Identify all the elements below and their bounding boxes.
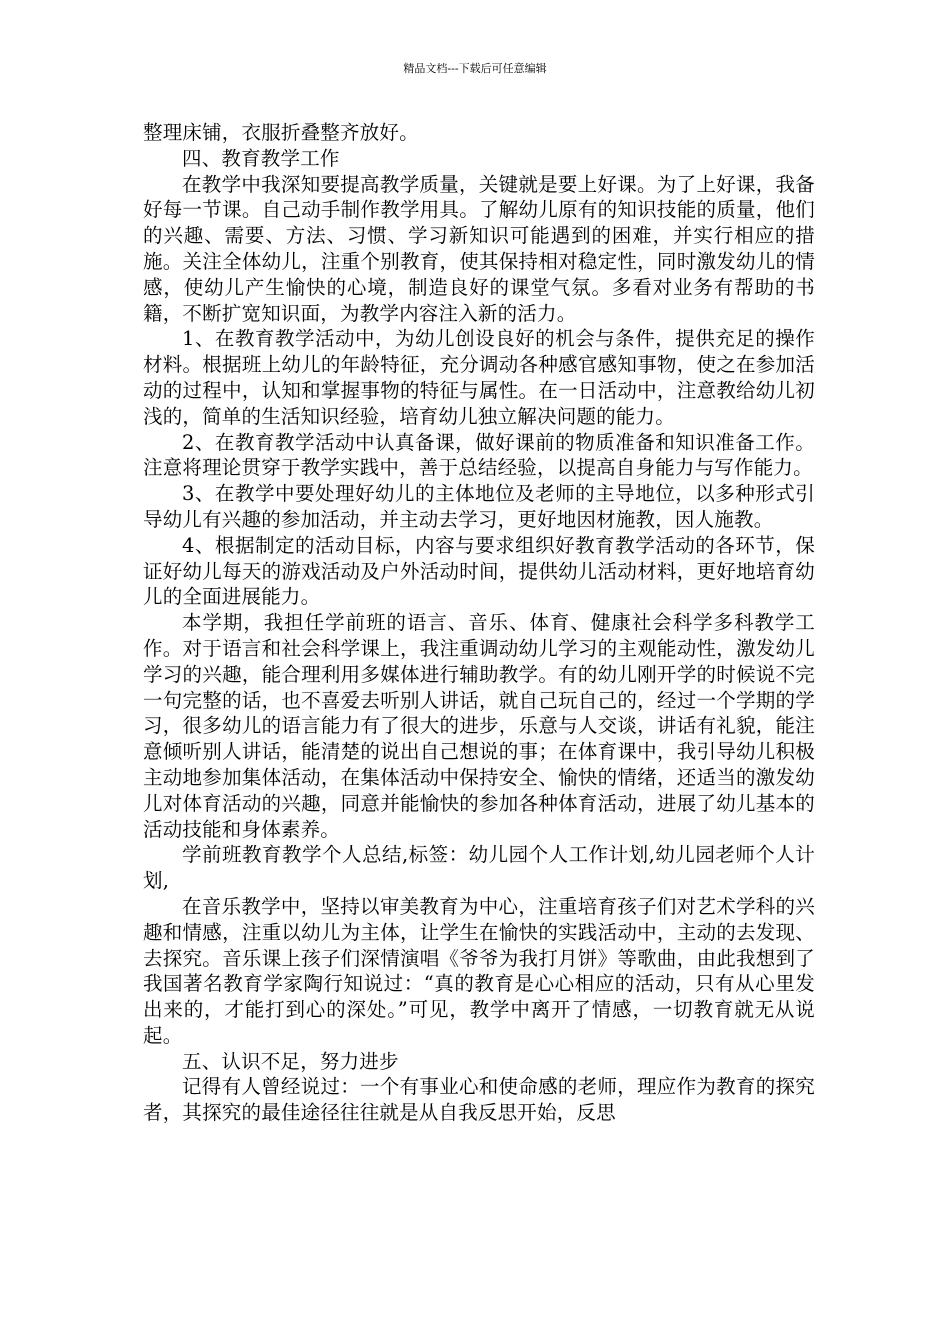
paragraph-item-2: 2、在教育教学活动中认真备课，做好课前的物质准备和知识准备工作。注意将理论贯穿于教学实践中，善于总结经验，以提高自身能力与写作能力。: [143, 430, 815, 480]
paragraph-reflection: 记得有人曾经说过：一个有事业心和使命感的老师，理应作为教育的探究者，其探究的最佳途径往往就是从自我反思开始，反思: [143, 1075, 815, 1125]
document-body: [143, 120, 815, 1126]
paragraph-item-4: 4、根据制定的活动目标，内容与要求组织好教育教学活动的各环节，保证好幼儿每天的游戏活动及户外活动时间，提供幼儿活动材料，更好地培育幼儿的全面进展能力。: [143, 533, 815, 609]
section-heading-shortcomings: 五、认识不足，努力进步: [182, 1049, 399, 1073]
paragraph-music-teaching: 在音乐教学中，坚持以审美教育为中心，注重培育孩子们对艺术学科的兴趣和情感，注重以幼儿为主体，让学生在愉快的实践活动中，主动的去发现、去探究。音乐课上孩子们深情演唱《爷爷为我打月饼》等歌曲，由此我想到了我国著名教育学家陶行知说过：“真的教育是心心相应的活动，只有从心里发出来的，才能打到心的深处。”可见，教学中离开了情感，一切教育就无从说起。: [143, 894, 815, 1047]
paragraph-continuation: 整理床铺，衣服折叠整齐放好。: [143, 121, 419, 144]
paragraph-item-1: 1、在教育教学活动中，为幼儿创设良好的机会与条件，提供充足的操作材料。根据班上幼儿的年龄特征，充分调动各种感官感知事物，使之在参加活动的过程中，认知和掌握事物的特征与属性。在一日活动中，注意教给幼儿初浅的，简单的生活知识经验，培育幼儿独立解决问题的能力。: [143, 327, 815, 428]
paragraph-item-3: 3、在教学中要处理好幼儿的主体地位及老师的主导地位，以多种形式引导幼儿有兴趣的参加活动，并主动去学习，更好地因材施教，因人施教。: [143, 482, 815, 531]
paragraph-tags: 学前班教育教学个人总结,标签：幼儿园个人工作计划,幼儿园老师个人计划,: [143, 843, 815, 893]
section-heading-teaching-work: 四、教育教学工作: [182, 146, 340, 170]
page-header: 精品文档---下载后可任意编辑: [403, 62, 547, 75]
paragraph-semester-subjects: 本学期，我担任学前班的语言、音乐、体育、健康社会科学多科教学工作。对于语言和社会科学课上，我注重调动幼儿学习的主观能动性，激发幼儿学习的兴趣，能合理利用多媒体进行辅助教学。有的幼儿刚开学的时候说不完一句完整的话，也不喜爱去听别人讲话，就自己玩自己的，经过一个学期的学习，很多幼儿的语言能力有了很大的进步，乐意与人交谈，讲话有礼貌，能注意倾听别人讲话，能清楚的说出自己想说的事；在体育课中，我引导幼儿积极主动地参加集体活动，在集体活动中保持安全、愉快的情绪，还适当的激发幼儿对体育活动的兴趣，同意并能愉快的参加各种体育活动，进展了幼儿基本的活动技能和身体素养。: [143, 611, 815, 841]
paragraph-teaching-quality: 在教学中我深知要提高教学质量，关键就是要上好课。为了上好课，我备好每一节课。自己动手制作教学用具。了解幼儿原有的知识技能的质量，他们的兴趣、需要、方法、习惯、学习新知识可能遇到的困难，并实行相应的措施。关注全体幼儿，注重个别教育，使其保持相对稳定性，同时激发幼儿的情感，使幼儿产生愉快的心境，制造良好的课堂气氛。多看对业务有帮助的书籍，不断扩宽知识面，为教学内容注入新的活力。: [143, 172, 815, 325]
